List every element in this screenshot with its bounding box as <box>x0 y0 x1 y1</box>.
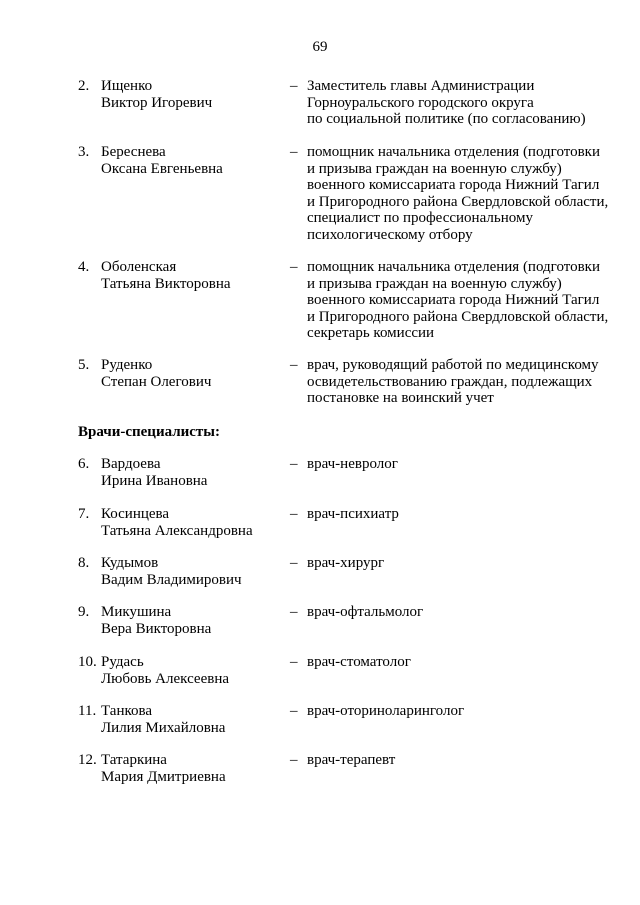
given-names: Вадим Владимирович <box>101 571 242 588</box>
surname: Косинцева <box>101 506 170 522</box>
surname: Вардоева <box>101 456 161 472</box>
item-number: 12. <box>78 752 97 768</box>
position-line: секретарь комиссии <box>307 325 435 341</box>
position-description <box>307 555 627 572</box>
surname: Руденко <box>101 357 153 373</box>
item-number: 6. <box>78 456 90 472</box>
item-number: 5. <box>78 357 90 373</box>
separator-dash: – <box>290 654 298 670</box>
separator-dash: – <box>290 555 298 571</box>
position-line: врач-психиатр <box>307 506 399 522</box>
given-names: Татьяна Александровна <box>101 522 253 539</box>
separator-dash: – <box>290 456 298 472</box>
position-description <box>307 144 627 243</box>
person-name <box>101 752 291 785</box>
position-description <box>307 78 627 128</box>
position-line: врач-невролог <box>307 456 398 472</box>
item-number: 4. <box>78 259 90 275</box>
person-name <box>101 506 291 539</box>
item-number: 11. <box>78 703 97 719</box>
position-line: специалист по профессиональному <box>307 210 533 226</box>
section-heading: Врачи-специалисты: <box>78 424 221 440</box>
position-line: освидетельствованию граждан, подлежащих <box>307 373 593 390</box>
given-names: Лилия Михайловна <box>101 719 226 736</box>
item-number: 2. <box>78 78 90 94</box>
position-line: помощник начальника отделения (подготовки <box>307 259 600 275</box>
person-name <box>101 144 291 177</box>
position-description <box>307 456 627 473</box>
separator-dash: – <box>290 78 298 94</box>
surname: Рудась <box>101 654 144 670</box>
given-names: Вера Викторовна <box>101 620 212 637</box>
separator-dash: – <box>290 506 298 522</box>
position-description <box>307 752 627 769</box>
separator-dash: – <box>290 144 298 160</box>
position-line: психологическому отбору <box>307 226 473 243</box>
position-line: Заместитель главы Администрации <box>307 78 535 94</box>
item-number: 9. <box>78 604 90 620</box>
position-description <box>307 357 627 407</box>
position-line: и призыва граждан на военную службу) <box>307 275 562 292</box>
given-names: Любовь Алексеевна <box>101 670 229 687</box>
position-line: по социальной политике (по согласованию) <box>307 111 586 127</box>
position-line: врач, руководящий работой по медицинскому <box>307 357 599 373</box>
position-line: постановке на воинский учет <box>307 390 494 406</box>
position-description <box>307 654 627 671</box>
person-name <box>101 703 291 736</box>
surname: Оболенская <box>101 259 177 275</box>
person-name <box>101 555 291 588</box>
separator-dash: – <box>290 357 298 373</box>
surname: Кудымов <box>101 555 159 571</box>
person-name <box>101 357 291 390</box>
position-line: врач-офтальмолог <box>307 604 424 620</box>
position-line: помощник начальника отделения (подготовки <box>307 144 600 160</box>
surname: Микушина <box>101 604 172 620</box>
person-name <box>101 456 291 489</box>
given-names: Татьяна Викторовна <box>101 275 231 292</box>
position-description <box>307 506 627 523</box>
item-number: 8. <box>78 555 90 571</box>
position-line: врач-хирург <box>307 555 385 571</box>
item-number: 10. <box>78 654 97 670</box>
surname: Береснева <box>101 144 166 160</box>
surname: Татаркина <box>101 752 167 768</box>
position-line: врач-стоматолог <box>307 654 411 670</box>
person-name <box>101 78 291 111</box>
position-description <box>307 703 627 720</box>
position-line: военного комиссариата города Нижний Тагил <box>307 292 600 308</box>
given-names: Степан Олегович <box>101 373 212 390</box>
person-name <box>101 604 291 637</box>
position-line: врач-терапевт <box>307 752 396 768</box>
surname: Танкова <box>101 703 153 719</box>
separator-dash: – <box>290 259 298 275</box>
item-number: 3. <box>78 144 90 160</box>
position-line: врач-оториноларинголог <box>307 703 465 719</box>
position-description <box>307 259 627 342</box>
position-line: Горноуральского городского округа <box>307 94 534 111</box>
person-name <box>101 654 291 687</box>
given-names: Ирина Ивановна <box>101 472 208 489</box>
page-number: 69 <box>312 39 328 55</box>
separator-dash: – <box>290 604 298 620</box>
position-line: и Пригородного района Свердловской области, <box>307 308 609 325</box>
surname: Ищенко <box>101 78 153 94</box>
position-line: и Пригородного района Свердловской области, <box>307 193 609 210</box>
given-names: Мария Дмитриевна <box>101 768 226 785</box>
given-names: Виктор Игоревич <box>101 94 213 111</box>
item-number: 7. <box>78 506 90 522</box>
separator-dash: – <box>290 752 298 768</box>
position-description <box>307 604 627 621</box>
position-line: военного комиссариата города Нижний Тагил <box>307 177 600 193</box>
person-name <box>101 259 291 292</box>
position-line: и призыва граждан на военную службу) <box>307 160 562 177</box>
given-names: Оксана Евгеньевна <box>101 160 223 177</box>
separator-dash: – <box>290 703 298 719</box>
